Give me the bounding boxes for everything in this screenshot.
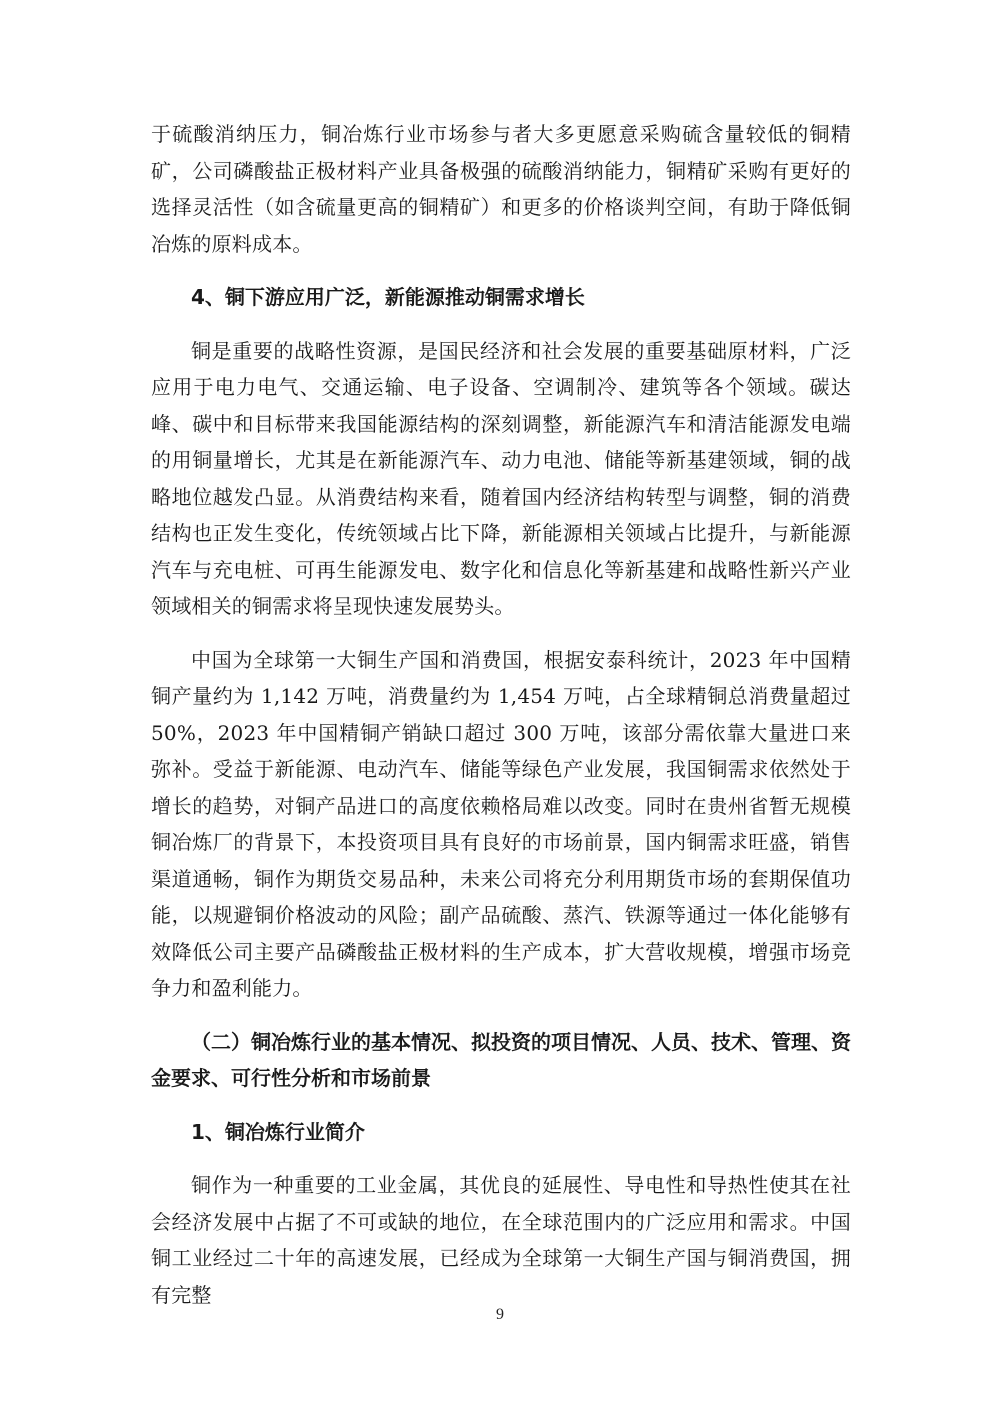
paragraph-china-copper-production: 中国为全球第一大铜生产国和消费国，根据安泰科统计，2023 年中国精铜产量约为 1,142 万吨，消费量约为 1,454 万吨，占全球精铜总消费量超过 50%，2023 年中国精铜产销缺口超过 300 万吨，该部分需依靠大量进口来弥补。受益于新能源、电动汽车、储能等绿色产业发展，我国铜需求依然处于增长的趋势，对铜产品进口的高度依赖格局难以改变。同时在贵州省暂无规模铜冶炼厂的背景下，本投资项目具有良好的市场前景，国内铜需求旺盛，销售渠道通畅，铜作为期货交易品种，未来公司将充分利用期货市场的套期保值功能，以规避铜价格波动的风险；副产品硫酸、蒸汽、铁源等通过一体化能够有效降低公司主要产品磷酸盐正极材料的生产成本，扩大营收规模，增强市场竞争力和盈利能力。 xyxy=(151,647,851,1000)
paragraph-sulfuric-acid: 于硫酸消纳压力，铜冶炼行业市场参与者大多更愿意采购硫含量较低的铜精矿，公司磷酸盐正极材料产业具备极强的硫酸消纳能力，铜精矿采购有更好的选择灵活性（如含硫量更高的铜精矿）和更多的价格谈判空间，有助于降低铜冶炼的原料成本。 xyxy=(151,122,851,256)
document-body xyxy=(151,116,851,1313)
spacer xyxy=(151,316,851,333)
heading-smelting-intro: 1、铜冶炼行业简介 xyxy=(191,1119,365,1144)
paragraph-copper-industrial-metal: 铜作为一种重要的工业金属，其优良的延展性、导电性和导热性使其在社会经济发展中占据了不可或缺的地位，在全球范围内的广泛应用和需求。中国铜工业经过二十年的高速发展，已经成为全球第一大铜生产国与铜消费国，拥有完整 xyxy=(151,1173,851,1307)
heading-copper-downstream: 4、铜下游应用广泛，新能源推动铜需求增长 xyxy=(191,285,585,309)
spacer xyxy=(151,1007,851,1024)
spacer xyxy=(151,1150,851,1167)
paragraph-copper-strategic-resource: 铜是重要的战略性资源，是国民经济和社会发展的重要基础原材料，广泛应用于电力电气、交通运输、电子设备、空调制冷、建筑等各个领域。碳达峰、碳中和目标带来我国能源结构的深刻调整，新能源汽车和清洁能源发电端的用铜量增长，尤其是在新能源汽车、动力电池、储能等新基建领域，铜的战略地位越发凸显。从消费结构来看，随着国内经济结构转型与调整，铜的消费结构也正发生变化，传统领域占比下降，新能源相关领域占比提升，与新能源汽车与充电桩、可再生能源发电、数字化和信息化等新基建和战略性新兴产业领域相关的铜需求将呈现快速发展势头。 xyxy=(151,338,851,618)
spacer xyxy=(151,262,851,279)
heading-section-two: （二）铜冶炼行业的基本情况、拟投资的项目情况、人员、技术、管理、资金要求、可行性分析和市场前景 xyxy=(151,1029,851,1090)
spacer xyxy=(151,625,851,642)
page-number: 9 xyxy=(496,1306,504,1323)
spacer xyxy=(151,1097,851,1114)
